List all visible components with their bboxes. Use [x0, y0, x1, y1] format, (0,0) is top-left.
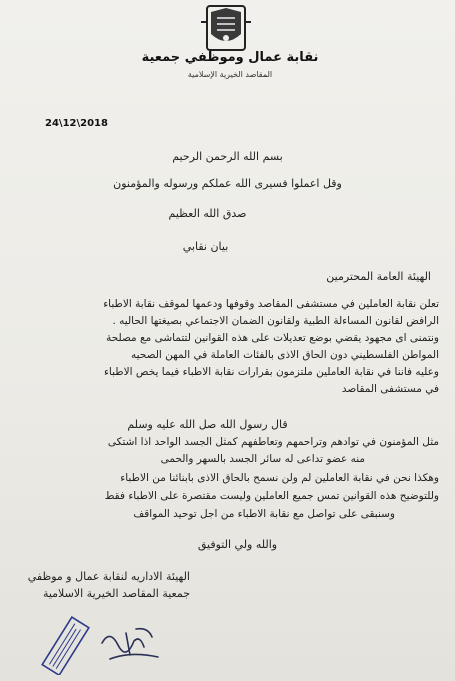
body-line: في مستشفى المقاصد	[341, 383, 439, 395]
closing-phrase: والله ولي التوفيق	[197, 538, 278, 551]
org-subtitle: المقاصد الخيرية الإسلامية	[187, 70, 273, 79]
signature-line: جمعية المقاصد الخيرية الاسلامية	[42, 587, 190, 600]
closing-line: وهكذا نحن في نقابة العاملين لم ولن نسمح بالحاق الاذى بابنائنا من الاطباء	[120, 472, 439, 484]
document-date: 24\12\2018	[45, 118, 108, 129]
basmala: بسم الله الرحمن الرحيم	[172, 150, 283, 163]
handwritten-signature-icon	[102, 629, 158, 659]
hadith-intro: قال رسول الله صل الله عليه وسلم	[127, 418, 288, 431]
org-name: نقابة عمال وموظفي جمعية	[141, 50, 319, 65]
body-line: تعلن نقابة العاملين في مستشفى المقاصد وقوفها ودعمها لموقف نقابة الاطباء	[103, 298, 439, 310]
letterhead	[140, 4, 320, 92]
quran-verse: وقل اعملوا فسيرى الله عملكم ورسوله والمؤمنون	[113, 177, 342, 190]
body-line: ونتمنى اى مجهود يقضي بوضع تعديلات على هذه القوانين لتتماشى مع مصلحة	[106, 332, 439, 344]
signature-line: الهيئة الاداريه لنقابة عمال و موظفي	[27, 570, 190, 583]
verse-closing: صدق الله العظيم	[168, 207, 247, 220]
hadith-line: مثل المؤمنون في توادهم وتراحمهم وتعاطفهم كمثل الجسد الواحد اذا اشتكى	[107, 436, 439, 448]
union-emblem-logo	[195, 4, 257, 52]
body-line: وعليه فاننا في نقابة العاملين ملتزمون بقرارات نقابة الاطباء فيما يخص الاطباء	[103, 366, 439, 378]
stamp-and-signature	[40, 615, 180, 675]
statement-title: بيان نقابي	[182, 240, 229, 253]
closing-line: وسنبقى على تواصل مع نقابة الاطباء من اجل توحيد المواقف	[133, 508, 395, 520]
hadith-line: منه عضو تداعى له سائر الجسد بالسهر والحمى	[160, 453, 365, 465]
salutation: الهيئة العامة المحترمين	[326, 270, 431, 283]
closing-line: وللتوضيح هذه القوانين تمس جميع العاملين وليست مقتصرة على الاطباء فقط	[104, 490, 439, 502]
body-line: المواطن الفلسطيني دون الحاق الاذى بالفئات العاملة في المهن الصحيه	[131, 349, 439, 361]
official-stamp-icon	[42, 617, 89, 675]
body-line: الرافض لقانون المساءلة الطبية ولقانون الضمان الاجتماعي بصيغتها الحاليه .	[112, 315, 439, 327]
